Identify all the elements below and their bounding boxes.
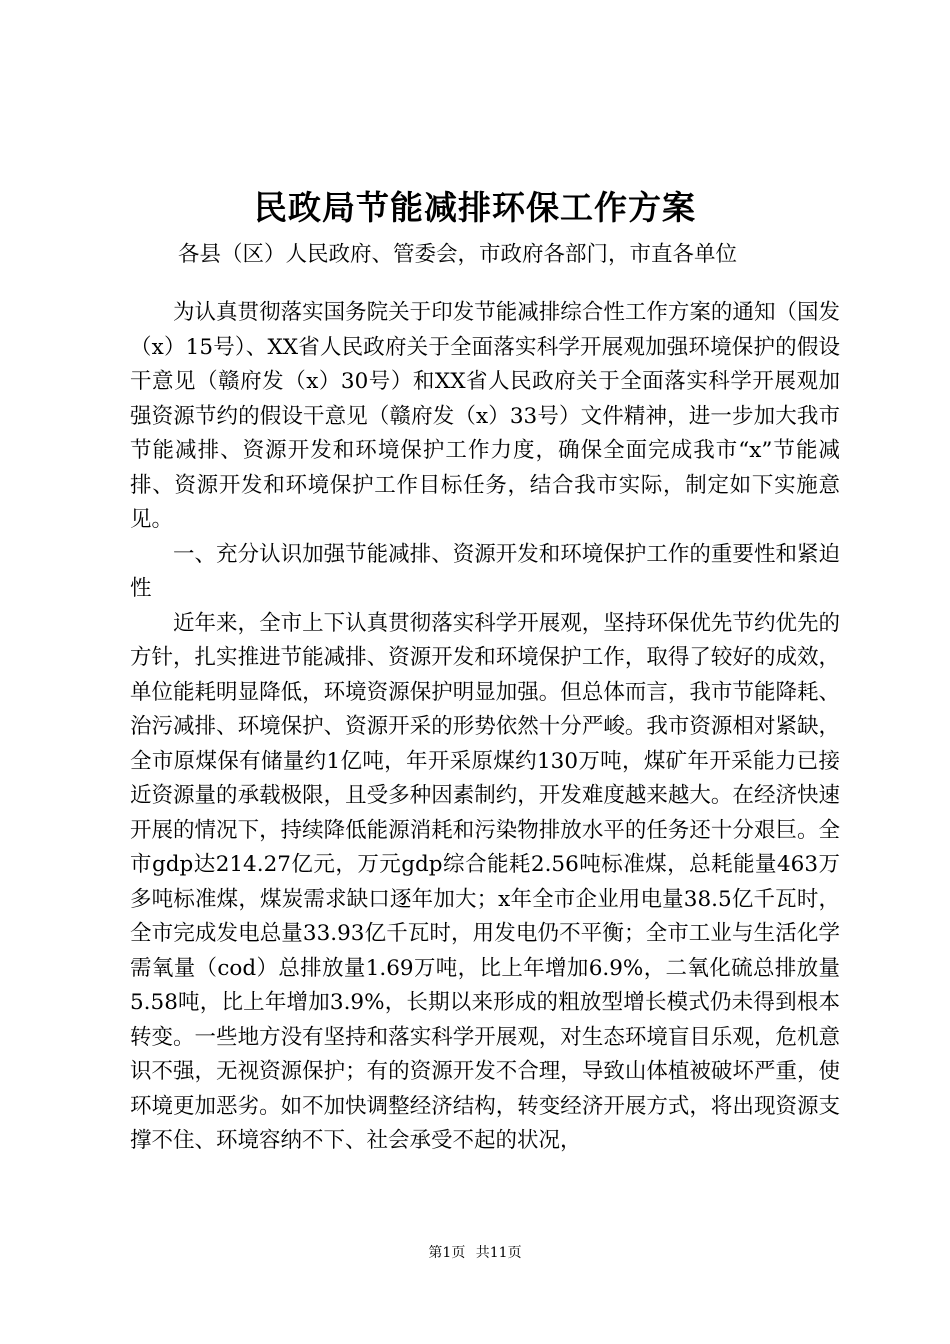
section-heading-1: 一、充分认识加强节能减排、资源开发和环境保护工作的重要性和紧迫性 [130,541,840,601]
document-title: 民政局节能减排环保工作方案 [254,188,696,227]
page-number-footer: 第1页 共11页 [428,1245,522,1261]
addressee-line: 各县（区）人民政府、管委会，市政府各部门，市直各单位 [178,242,738,267]
paragraph-background: 近年来，全市上下认真贯彻落实科学开展观，坚持环保优先节约优先的方针，扎实推进节能减排、资源开发和环境保护工作，取得了较好的成效，单位能耗明显降低，环境资源保护明显加强。但总体而言，我市节能降耗、治污减排、环境保护、资源开采的形势依然十分严峻。我市资源相对紧缺，全市原煤保有储量约1亿吨，年开采原煤约130万吨，煤矿年开采能力已接近资源量的承载极限，且受多种因素制约，开发难度越来越大。在经济快速开展的情况下，持续降低能源消耗和污染物排放水平的任务还十分艰巨。全市gdp达214.27亿元，万元gdp综合能耗2.56吨标准煤，总耗能量463万多吨标准煤，煤炭需求缺口逐年加大；x年全市企业用电量38.5亿千瓦时，全市完成发电总量33.93亿千瓦时，用发电仍不平衡；全市工业与生活化学需氧量（cod）总排放量1.69万吨，比上年增加6.9%，二氧化硫总排放量5.58吨，比上年增加3.9%，长期以来形成的粗放型增长模式仍未得到根本转变。一些地方没有坚持和落实科学开展观，对生态环境盲目乐观，危机意识不强，无视资源保护；有的资源开发不合理，导致山体植被破坏严重，使环境更加恶劣。如不加快调整经济结构，转变经济开展方式，将出现资源支撑不住、环境容纳不下、社会承受不起的状况， [130,610,840,1153]
paragraph-intro: 为认真贯彻落实国务院关于印发节能减排综合性工作方案的通知（国发（x）15号）、XX省人民政府关于全面落实科学开展观加强环境保护的假设干意见（赣府发（x）30号）和XX省人民政府关于全面落实科学开展观加强资源节约的假设干意见（赣府发（x）33号）文件精神，进一步加大我市节能减排、资源开发和环境保护工作力度，确保全面完成我市“x”节能减排、资源开发和环境保护工作目标任务，结合我市实际，制定如下实施意见。 [130,300,840,532]
document-body [130,296,840,1159]
